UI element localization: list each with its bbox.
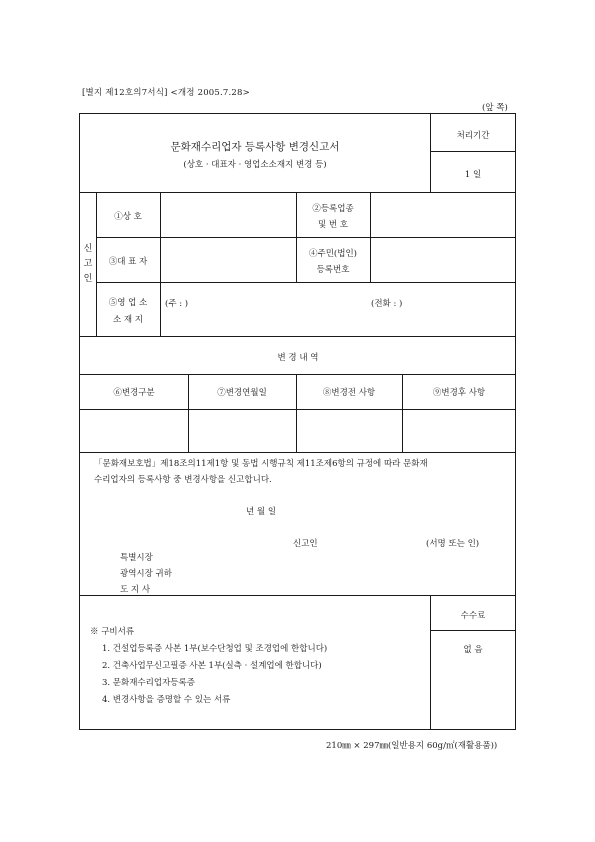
required-document-item: 4. 변경사항을 증명할 수 있는 서류 bbox=[102, 695, 231, 705]
change-type-field[interactable] bbox=[81, 410, 187, 451]
id-number-field[interactable] bbox=[371, 238, 516, 282]
divider bbox=[430, 151, 516, 152]
representative-label: ③대 표 자 bbox=[108, 257, 148, 267]
signature-label: (서명 또는 인) bbox=[426, 539, 480, 549]
recipient-line-1: 특별시장 bbox=[120, 553, 153, 563]
id-number-label-2: 등록번호 bbox=[316, 265, 350, 275]
required-documents-title: ※ 구비서류 bbox=[90, 627, 135, 637]
before-field[interactable] bbox=[297, 410, 401, 451]
paper-spec-footer: 210㎜ × 297㎜(일반용지 60g/㎡(재활용품)) bbox=[326, 741, 498, 751]
declaration-date: 년 월 일 bbox=[246, 507, 277, 517]
postal-code-text: (주 : ) bbox=[165, 299, 189, 309]
changes-section-title: 변 경 내 역 bbox=[277, 353, 319, 363]
signer-label: 신고인 bbox=[293, 539, 318, 549]
declaration-text-line-1: 「문화재보호법」제18조의11제1항 및 동법 시행규칙 제11조제6항의 규정에 따라 문화재 bbox=[94, 459, 428, 469]
processing-period-value: 1 일 bbox=[464, 170, 482, 180]
recipient-line-2: 광역시장 귀하 bbox=[120, 569, 172, 579]
change-date-field[interactable] bbox=[189, 410, 295, 451]
office-address-label: ⑤영 업 소 bbox=[108, 298, 148, 308]
column-header-change-date: ⑦변경연월일 bbox=[217, 388, 267, 398]
trade-name-label: ①상 호 bbox=[114, 212, 142, 222]
office-address-label-2: 소 재 지 bbox=[112, 315, 144, 325]
representative-field[interactable] bbox=[161, 238, 295, 282]
column-header-change-type: ⑥변경구분 bbox=[113, 388, 155, 398]
recipient-line-3: 도 지 사 bbox=[120, 585, 151, 595]
phone-text: (전화 : ) bbox=[371, 299, 403, 309]
column-header-after: ⑨변경후 사항 bbox=[432, 388, 486, 398]
divider bbox=[80, 595, 516, 596]
fee-value: 없 음 bbox=[463, 645, 483, 655]
processing-period-label: 처리기간 bbox=[456, 131, 490, 141]
front-side-label: (앞 쪽) bbox=[482, 103, 508, 113]
required-document-item: 3. 문화재수리업자등록증 bbox=[102, 678, 195, 688]
registration-type-field[interactable] bbox=[371, 193, 516, 237]
after-field[interactable] bbox=[403, 410, 515, 451]
declaration-form bbox=[79, 113, 516, 730]
registration-type-label-2: 및 번 호 bbox=[317, 220, 349, 230]
divider bbox=[80, 374, 516, 375]
form-reference: [별지 제12호의7서식] <개정 2005.7.28> bbox=[82, 88, 250, 98]
fee-label: 수수료 bbox=[460, 611, 486, 621]
form-subtitle: (상호 · 대표자 · 영업소소재지 변경 등) bbox=[183, 160, 327, 170]
column-header-before: ⑧변경전 사항 bbox=[322, 388, 376, 398]
divider bbox=[80, 336, 516, 337]
divider bbox=[80, 452, 516, 453]
trade-name-field[interactable] bbox=[161, 193, 295, 237]
required-document-item: 1. 건설업등록증 사본 1부(보수단청업 및 조경업에 한합니다) bbox=[102, 644, 328, 654]
required-document-item: 2. 건축사업무신고필증 사본 1부(실측 · 설계업에 한합니다) bbox=[102, 661, 322, 671]
divider bbox=[430, 114, 431, 192]
form-title: 문화재수리업자 등록사항 변경신고서 bbox=[170, 141, 340, 153]
id-number-label: ④주민(법인) bbox=[309, 249, 357, 259]
declaration-text-line-2: 수리업자의 등록사항 중 변경사항을 신고합니다. bbox=[94, 475, 272, 485]
divider bbox=[430, 630, 516, 631]
registration-type-label: ②등록업종 bbox=[312, 204, 354, 214]
applicant-section-label: 신고인 bbox=[83, 244, 93, 284]
